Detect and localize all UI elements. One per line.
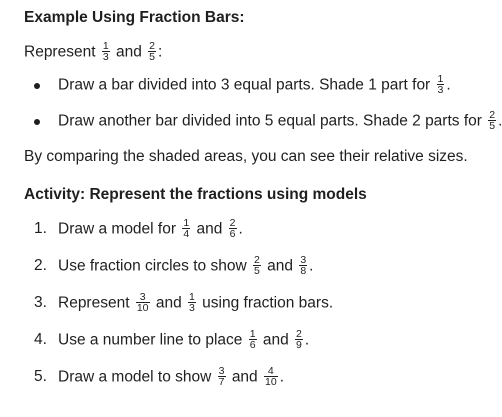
- fraction-numerator: 1: [249, 328, 256, 340]
- item-and: and: [262, 331, 289, 349]
- item-tail: using fraction bars: [202, 294, 329, 312]
- fraction: [264, 366, 278, 387]
- item-end: .: [328, 294, 334, 312]
- fraction-denominator: 10: [136, 302, 149, 314]
- represent-and: and: [115, 43, 142, 61]
- list-item: [24, 109, 502, 133]
- fraction: [229, 218, 237, 239]
- item-number: 5.: [34, 368, 47, 385]
- item-text: Use a number line to place: [58, 331, 243, 349]
- activity-list: [24, 219, 487, 389]
- fraction-denominator: 4: [183, 228, 190, 240]
- item-end: .: [309, 257, 314, 275]
- fraction-one-third: [102, 41, 110, 62]
- fraction-numerator: 2: [296, 328, 302, 340]
- fraction-numerator: 1: [189, 291, 195, 303]
- fraction: [437, 74, 445, 95]
- fraction-denominator: 5: [489, 120, 496, 132]
- list-item: [24, 293, 487, 315]
- bullet-icon: [34, 119, 40, 125]
- item-and: and: [231, 368, 258, 386]
- fraction-denominator: 9: [296, 339, 302, 351]
- item-number: 2.: [34, 257, 47, 274]
- fraction: [299, 255, 307, 276]
- bullet-text: Draw another bar divided into 5 equal parts. Shade 2 parts for: [58, 112, 482, 130]
- fraction-numerator: 4: [264, 366, 278, 377]
- fraction-denominator: 7: [218, 376, 225, 388]
- fraction-denominator: 5: [253, 265, 260, 277]
- fraction: [188, 292, 196, 313]
- list-item: [24, 330, 487, 352]
- bullet-icon: [34, 83, 40, 89]
- fraction-denominator: 6: [229, 228, 236, 240]
- list-item: [24, 75, 487, 97]
- example-bullet-list: [24, 73, 502, 133]
- fraction: [253, 255, 261, 276]
- fraction: [295, 329, 303, 350]
- fraction-denominator: 8: [300, 265, 307, 277]
- item-and: and: [155, 294, 182, 312]
- item-number: 3.: [34, 294, 47, 311]
- item-and: and: [267, 257, 293, 275]
- fraction-numerator: 2: [149, 40, 156, 52]
- fraction-denominator: 5: [149, 51, 156, 63]
- fraction: [136, 292, 150, 313]
- item-end: .: [304, 331, 310, 349]
- fraction: [249, 329, 257, 350]
- fraction-numerator: 2: [489, 109, 496, 121]
- item-end: .: [238, 220, 243, 238]
- fraction-denominator: 3: [102, 51, 109, 63]
- fraction-denominator: 3: [437, 84, 444, 96]
- fraction-numerator: 2: [253, 254, 260, 266]
- fraction-numerator: 1: [437, 73, 444, 85]
- fraction-denominator: 3: [189, 302, 195, 314]
- represent-prefix: Represent: [24, 43, 96, 61]
- item-text: Represent: [58, 294, 130, 312]
- example-heading: Example Using Fraction Bars:: [24, 9, 245, 26]
- fraction-numerator: 2: [229, 217, 236, 229]
- item-end: .: [279, 368, 284, 386]
- bullet-text: Draw a bar divided into 3 equal parts. Shade 1 part for: [58, 76, 431, 94]
- list-item: [24, 367, 487, 389]
- item-number: 4.: [34, 331, 47, 348]
- bullet-end: .: [498, 112, 502, 130]
- fraction-numerator: 1: [183, 217, 190, 229]
- fraction-numerator: 3: [300, 254, 307, 266]
- item-and: and: [196, 220, 223, 238]
- list-item: [24, 219, 487, 241]
- item-text: Use fraction circles to show: [58, 257, 247, 275]
- represent-line: [24, 42, 487, 63]
- fraction: [218, 366, 226, 387]
- represent-colon: :: [158, 43, 163, 61]
- fraction-denominator: 6: [249, 339, 256, 351]
- fraction-denominator: 10: [265, 376, 277, 388]
- list-item: [24, 256, 487, 278]
- fraction-two-fifths: [148, 41, 156, 62]
- item-text: Draw a model to show: [58, 368, 212, 386]
- item-number: 1.: [34, 220, 47, 237]
- activity-heading: Activity: Represent the fractions using models: [24, 186, 367, 203]
- item-text: Draw a model for: [58, 220, 177, 238]
- fraction: [488, 110, 496, 131]
- fraction-numerator: 3: [136, 292, 150, 303]
- bullet-end: .: [446, 76, 451, 94]
- fraction-numerator: 3: [218, 365, 225, 377]
- fraction-numerator: 1: [102, 40, 109, 52]
- fraction: [182, 218, 190, 239]
- comparison-text: By comparing the shaded areas, you can see their relative sizes.: [24, 148, 468, 165]
